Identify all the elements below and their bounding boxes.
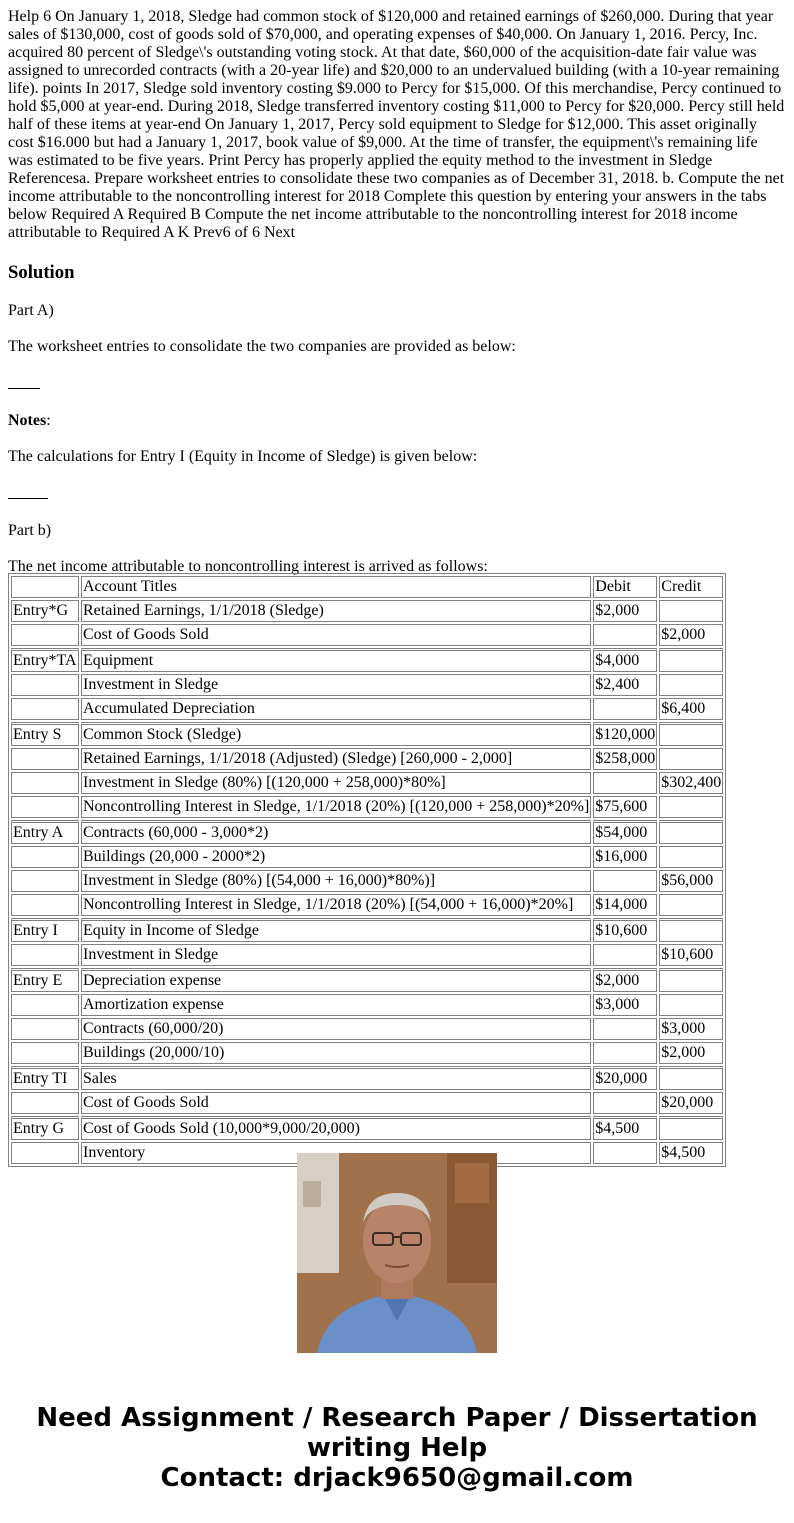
header-entry [11, 576, 79, 598]
table-row [11, 994, 723, 1016]
cell-entry [11, 994, 79, 1016]
cell-account: Investment in Sledge (80%) [(120,000 + 258,000)*80%] [81, 772, 591, 794]
table-row [11, 1018, 723, 1040]
cell-debit [593, 624, 657, 646]
cell-account: Contracts (60,000/20) [81, 1018, 591, 1040]
table-row [11, 1116, 723, 1140]
cell-entry [11, 846, 79, 868]
table-row [11, 600, 723, 622]
cell-credit [659, 968, 723, 992]
table-row [11, 698, 723, 720]
part-a-intro: The worksheet entries to consolidate the two companies are provided as below: [8, 338, 516, 355]
cell-credit [659, 820, 723, 844]
cell-credit: $4,500 [659, 1142, 723, 1164]
header-credit: Credit [659, 576, 723, 598]
cell-debit [593, 1042, 657, 1064]
cell-entry [11, 1042, 79, 1064]
cell-credit [659, 894, 723, 916]
tutor-portrait-image [297, 1153, 497, 1353]
table-row [11, 796, 723, 818]
part-b-intro: The net income attributable to noncontrolling interest is arrived as follows: [8, 558, 488, 575]
cell-entry [11, 748, 79, 770]
table-row [11, 870, 723, 892]
cell-entry [11, 1142, 79, 1164]
header-account-titles: Account Titles [81, 576, 591, 598]
contact-banner [0, 1403, 794, 1493]
cell-debit: $4,500 [593, 1116, 657, 1140]
cell-account: Cost of Goods Sold (10,000*9,000/20,000) [81, 1116, 591, 1140]
cell-credit [659, 600, 723, 622]
worksheet-entries-table [8, 573, 726, 1167]
table-header-row [11, 576, 723, 598]
cell-entry [11, 944, 79, 966]
cell-debit [593, 698, 657, 720]
cell-debit: $75,600 [593, 796, 657, 818]
blank-rule [8, 484, 786, 504]
table-row [11, 674, 723, 696]
banner-line-1: Need Assignment / Research Paper / Dissertation [36, 1403, 758, 1433]
cell-entry [11, 1018, 79, 1040]
header-debit: Debit [593, 576, 657, 598]
notes-paragraph [8, 412, 786, 430]
cell-debit: $16,000 [593, 846, 657, 868]
part-a-label: Part A) [8, 302, 54, 319]
cell-entry [11, 698, 79, 720]
table-row [11, 968, 723, 992]
avatar [297, 1153, 497, 1353]
cell-entry: Entry A [11, 820, 79, 844]
solution-heading: Solution [8, 262, 75, 283]
part-b-label: Part b) [8, 522, 52, 539]
worksheet-table-scroll[interactable] [8, 573, 794, 1161]
table-row [11, 624, 723, 646]
cell-credit [659, 722, 723, 746]
cell-entry: Entry*TA [11, 648, 79, 672]
cell-account: Equipment [81, 648, 591, 672]
cell-account: Cost of Goods Sold [81, 1092, 591, 1114]
cell-credit [659, 918, 723, 942]
notes-label: Notes [8, 412, 47, 429]
table-row [11, 846, 723, 868]
cell-debit [593, 1018, 657, 1040]
cell-credit [659, 1116, 723, 1140]
cell-account: Contracts (60,000 - 3,000*2) [81, 820, 591, 844]
cell-debit: $2,400 [593, 674, 657, 696]
solution-document [8, 8, 786, 576]
cell-entry: Entry*G [11, 600, 79, 622]
banner-line-2: writing Help [306, 1433, 488, 1463]
cell-debit [593, 1092, 657, 1114]
cell-entry: Entry G [11, 1116, 79, 1140]
cell-account: Equity in Income of Sledge [81, 918, 591, 942]
cell-entry [11, 624, 79, 646]
notes-colon: : [46, 412, 51, 429]
table-row [11, 1092, 723, 1114]
cell-account: Common Stock (Sledge) [81, 722, 591, 746]
cell-account: Retained Earnings, 1/1/2018 (Sledge) [81, 600, 591, 622]
cell-debit [593, 772, 657, 794]
cell-debit: $10,600 [593, 918, 657, 942]
cell-debit: $258,000 [593, 748, 657, 770]
cell-account: Noncontrolling Interest in Sledge, 1/1/2018 (20%) [(120,000 + 258,000)*20%] [81, 796, 591, 818]
blank-rule [8, 374, 786, 394]
cell-credit [659, 648, 723, 672]
worksheet-body [11, 600, 723, 1164]
cell-debit: $20,000 [593, 1066, 657, 1090]
table-row [11, 1066, 723, 1090]
cell-entry: Entry E [11, 968, 79, 992]
cell-credit [659, 748, 723, 770]
cell-entry [11, 796, 79, 818]
cell-account: Buildings (20,000 - 2000*2) [81, 846, 591, 868]
cell-entry [11, 772, 79, 794]
cell-credit: $2,000 [659, 624, 723, 646]
cell-account: Investment in Sledge [81, 674, 591, 696]
cell-account: Sales [81, 1066, 591, 1090]
cell-debit: $2,000 [593, 600, 657, 622]
table-row [11, 820, 723, 844]
cell-debit: $14,000 [593, 894, 657, 916]
cell-account: Noncontrolling Interest in Sledge, 1/1/2018 (20%) [(54,000 + 16,000)*20%] [81, 894, 591, 916]
cell-account: Inventory [81, 1142, 591, 1164]
cell-entry [11, 870, 79, 892]
cell-account: Cost of Goods Sold [81, 624, 591, 646]
cell-account: Investment in Sledge [81, 944, 591, 966]
table-row [11, 772, 723, 794]
cell-debit: $2,000 [593, 968, 657, 992]
cell-account: Buildings (20,000/10) [81, 1042, 591, 1064]
entry-i-calc-text: The calculations for Entry I (Equity in Income of Sledge) is given below: [8, 448, 478, 465]
cell-debit: $120,000 [593, 722, 657, 746]
cell-credit: $56,000 [659, 870, 723, 892]
cell-credit: $302,400 [659, 772, 723, 794]
cell-account: Accumulated Depreciation [81, 698, 591, 720]
cell-credit: $2,000 [659, 1042, 723, 1064]
cell-credit [659, 674, 723, 696]
cell-credit: $10,600 [659, 944, 723, 966]
table-row [11, 648, 723, 672]
table-row [11, 918, 723, 942]
cell-credit: $3,000 [659, 1018, 723, 1040]
cell-entry: Entry I [11, 918, 79, 942]
cell-account: Amortization expense [81, 994, 591, 1016]
cell-credit [659, 846, 723, 868]
cell-entry [11, 894, 79, 916]
cell-credit [659, 1066, 723, 1090]
cell-debit [593, 1142, 657, 1164]
cell-entry: Entry TI [11, 1066, 79, 1090]
table-row [11, 944, 723, 966]
cell-credit: $6,400 [659, 698, 723, 720]
cell-debit [593, 870, 657, 892]
table-row [11, 722, 723, 746]
cell-account: Depreciation expense [81, 968, 591, 992]
cell-credit [659, 994, 723, 1016]
cell-debit: $54,000 [593, 820, 657, 844]
cell-entry: Entry S [11, 722, 79, 746]
cell-credit [659, 796, 723, 818]
cell-debit [593, 944, 657, 966]
banner-contact-line: Contact: drjack9650@gmail.com [160, 1463, 634, 1493]
table-row [11, 1042, 723, 1064]
cell-account: Investment in Sledge (80%) [(54,000 + 16,000)*80%)] [81, 870, 591, 892]
cell-debit: $3,000 [593, 994, 657, 1016]
question-text: Help 6 On January 1, 2018, Sledge had common stock of $120,000 and retained earnings of $260,000. During that year sales of $130,000, cost of goods sold of $70,000, and operating expenses of $40,000. On January 1, 2016. Percy, Inc. acquired 80 percent of Sledge\'s outstanding voting stock. At that date, $60,000 of the acquisition-date fair value was assigned to unrecorded contracts (with a 20-year life) and $20,000 to an undervalued building (with a 10-year remaining life). points In 2017, Sledge sold inventory costing $9.000 to Percy for $15,000. Of this merchandise, Percy continued to hold $5,000 at year-end. During 2018, Sledge transferred inventory costing $11,000 to Percy for $20,000. Percy still held half of these items at year-end On January 1, 2017, Percy sold equipment to Sledge for $12,000. This asset originally cost $16.000 but had a January 1, 2017, book value of $9,000. At the time of transfer, the equipment\'s remaining life was estimated to be five years. Print Percy has properly applied the equity method to the investment in Sledge Referencesa. Prepare worksheet entries to consolidate these two companies as of December 31, 2018. b. Compute the net income attributable to the noncontrolling interest for 2018 Complete this question by entering your answers in the tabs below Required A Required B Compute the net income attributable to the noncontrolling interest for 2018 income attributable to Required A K Prev6 of 6 Next [8, 8, 785, 241]
table-row [11, 748, 723, 770]
cell-credit: $20,000 [659, 1092, 723, 1114]
cell-account: Retained Earnings, 1/1/2018 (Adjusted) (Sledge) [260,000 - 2,000] [81, 748, 591, 770]
cell-entry [11, 674, 79, 696]
table-row [11, 894, 723, 916]
cell-debit: $4,000 [593, 648, 657, 672]
cell-entry [11, 1092, 79, 1114]
